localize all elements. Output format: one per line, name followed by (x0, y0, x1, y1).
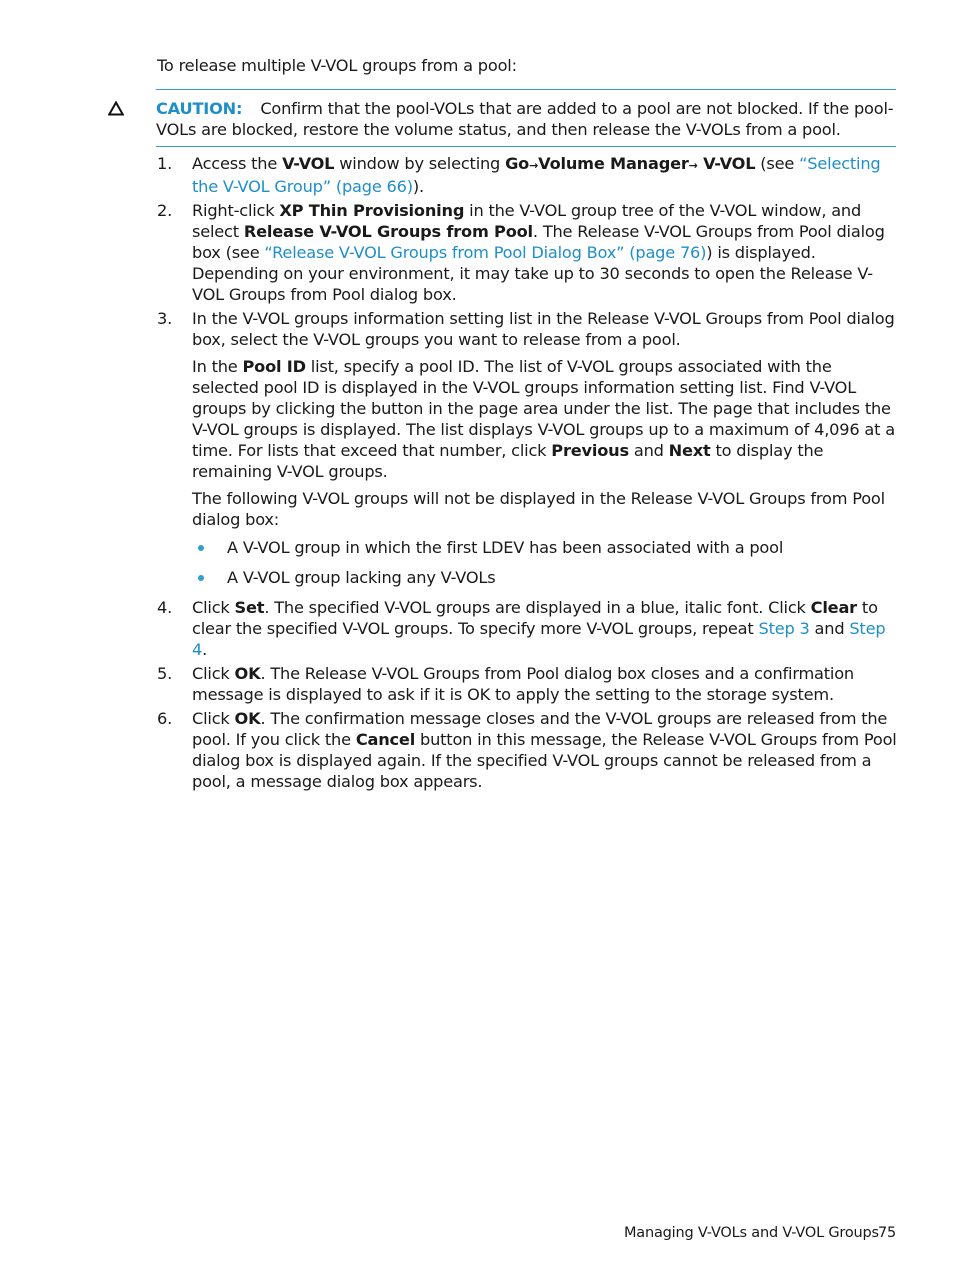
caution-label: CAUTION: (156, 99, 243, 118)
step-paragraph (192, 356, 897, 482)
step-text: in the V-VOL group tree of the V-VOL window, and select (192, 201, 862, 241)
step-text: ). (412, 177, 424, 196)
step-3-link[interactable]: Step 3 (758, 619, 810, 638)
step-text: (see (755, 154, 800, 173)
step-text: Click (192, 598, 235, 617)
step-3 (157, 308, 897, 588)
ui-term: OK (234, 664, 261, 683)
step-text: to display the remaining V-VOL groups. (192, 441, 824, 481)
step-number: 3. (157, 309, 173, 328)
bullet-icon (198, 575, 204, 581)
page-number: 75 (877, 1225, 896, 1241)
step-text: Click (192, 709, 235, 728)
step-number: 4. (157, 598, 173, 617)
bullet-list (192, 537, 897, 588)
step-4-link[interactable]: Step 4 (192, 619, 886, 659)
step-number: 2. (157, 201, 173, 220)
caution-box (156, 89, 896, 147)
list-item (192, 537, 897, 558)
step-text: Click (192, 664, 235, 683)
step-list (157, 153, 897, 795)
step-text: . (202, 640, 208, 659)
caution-text: Confirm that the pool-VOLs that are added to a pool are not blocked. If the pool-VOLs are blocked, restore the volume status, and then release the V-VOLs from a pool. (156, 99, 894, 139)
step-text: In the (192, 357, 243, 376)
step-text: Right-click (192, 201, 280, 220)
menu-arrow-icon: → (688, 159, 698, 172)
menu-arrow-icon: → (529, 159, 539, 172)
step-text: window by selecting (334, 154, 506, 173)
intro-text: To release multiple V-VOL groups from a pool: (157, 56, 517, 75)
ui-term: V-VOL (282, 154, 335, 173)
step-paragraph: The following V-VOL groups will not be displayed in the Release V-VOL Groups from Pool dialog box: (192, 489, 885, 529)
menu-v-vol: V-VOL (697, 154, 756, 173)
list-item (192, 567, 897, 588)
step-1 (157, 153, 897, 197)
step-text: and (809, 619, 850, 638)
step-number: 1. (157, 154, 173, 173)
step-text: ) is displayed. Depending on your environment, it may take up to 30 seconds to open the Release V-VOL Groups from Pool dialog box. (192, 243, 873, 304)
step-4 (157, 597, 897, 660)
ui-term: Cancel (355, 730, 416, 749)
step-6 (157, 708, 897, 792)
bullet-text: A V-VOL group lacking any V-VOLs (227, 568, 496, 587)
step-text: list, specify a pool ID. The list of V-VOL groups associated with the selected pool ID is displayed in the V-VOL groups information setting list. Find V-VOL groups by clicking the button in the page area under the list. The page that includes the V-VOL groups is displayed. The list displays V-VOL groups up to a maximum of 4,096 at a time. For lists that exceed that number, click (192, 357, 895, 460)
menu-go: Go (505, 154, 530, 173)
ui-term: Release V-VOL Groups from Pool (243, 222, 533, 241)
bullet-icon (198, 545, 204, 551)
step-text: and (628, 441, 669, 460)
ui-term: XP Thin Provisioning (279, 201, 465, 220)
step-text: button in this message, the Release V-VOL Groups from Pool dialog box is displayed again. If the specified V-VOL groups cannot be released from a pool, a message dialog box appears. (192, 730, 897, 791)
ui-term: Pool ID (242, 357, 306, 376)
cross-reference-link[interactable]: “Selecting the V-VOL Group” (page 66) (192, 154, 881, 196)
step-number: 5. (157, 664, 173, 683)
caution-triangle-icon (108, 101, 124, 116)
step-text: In the V-VOL groups information setting list in the Release V-VOL Groups from Pool dialog box, select the V-VOL groups you want to release from a pool. (192, 309, 895, 349)
step-text: . The Release V-VOL Groups from Pool dialog box closes and a confirmation message is displayed to ask if it is OK to apply the setting to the storage system. (192, 664, 854, 704)
step-text: to clear the specified V-VOL groups. To specify more V-VOL groups, repeat (192, 598, 878, 638)
cross-reference-link[interactable]: “Release V-VOL Groups from Pool Dialog Box” (page 76) (264, 243, 707, 262)
ui-term: Previous (551, 441, 629, 460)
step-text: . The specified V-VOL groups are displayed in a blue, italic font. Click (264, 598, 811, 617)
ui-term: OK (234, 709, 261, 728)
step-2 (157, 200, 897, 305)
step-text: Access the (192, 154, 283, 173)
ui-term: Set (234, 598, 265, 617)
ui-term: Clear (810, 598, 857, 617)
step-5 (157, 663, 897, 705)
ui-term: Next (668, 441, 711, 460)
menu-volume-manager: Volume Manager (538, 154, 689, 173)
step-text: . The Release V-VOL Groups from Pool dialog box (see (192, 222, 885, 262)
footer-section-title: Managing V-VOLs and V-VOL Groups (624, 1225, 879, 1241)
bullet-text: A V-VOL group in which the first LDEV has been associated with a pool (227, 538, 784, 557)
step-text: . The confirmation message closes and the V-VOL groups are released from the pool. If you click the (192, 709, 888, 749)
step-number: 6. (157, 709, 173, 728)
